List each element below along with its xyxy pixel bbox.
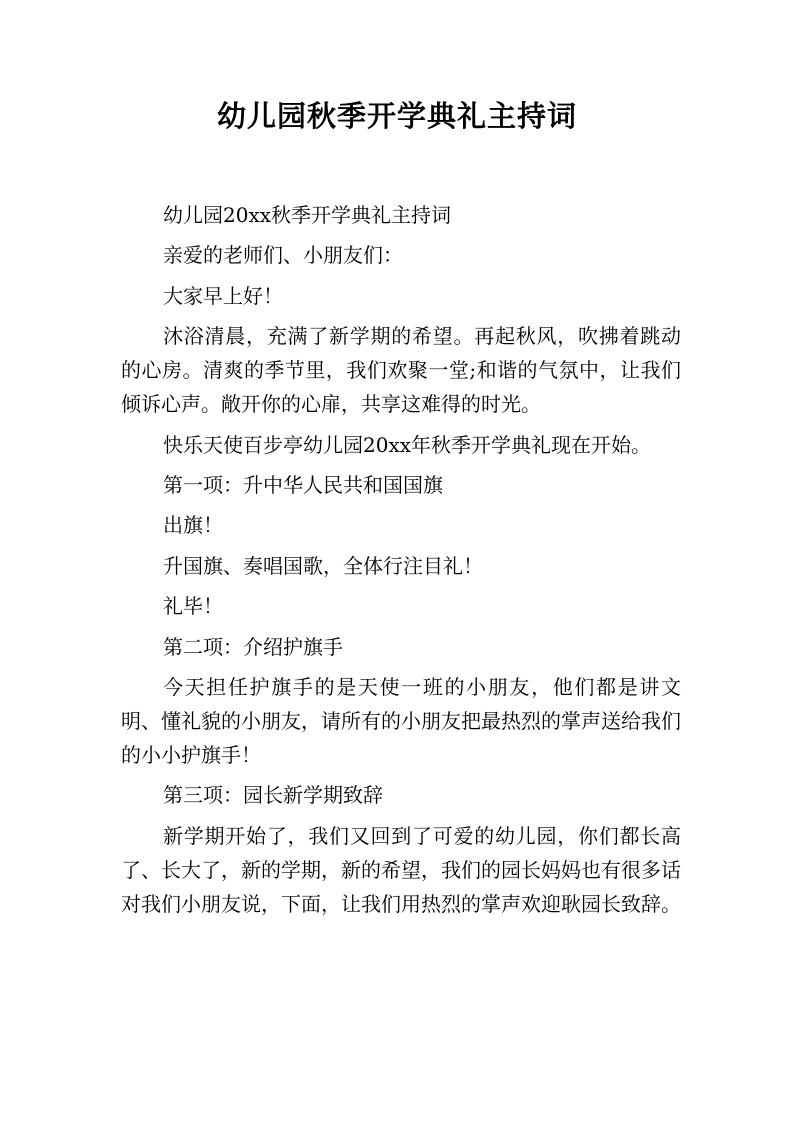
paragraph-item-2: 第二项：介绍护旗手 [163,634,343,659]
paragraph-item-1: 第一项：升中华人民共和国国旗 [163,472,443,497]
paragraph-announcement: 快乐天使百步亭幼儿园20xx年秋季开学典礼现在开始。 [163,432,652,457]
paragraph-salutation: 亲爱的老师们、小朋友们： [163,243,403,268]
paragraph-subtitle: 幼儿园20xx秋季开学典礼主持词 [163,203,452,227]
paragraph-greeting: 大家早上好！ [163,283,283,308]
document-body [121,198,681,927]
document-title: 幼儿园秋季开学典礼主持词 [216,99,577,133]
paragraph-salute-end: 礼毕！ [163,594,223,619]
paragraph-item-3: 第三项：园长新学期致辞 [163,783,383,808]
paragraph-principal: 新学期开始了，我们又回到了可爱的幼儿园，你们都长高了、长大了，新的学期，新的希望，我们的园长妈妈也有很多话对我们小朋友说，下面，让我们用热烈的掌声欢迎耿园长致辞。 [121,823,681,916]
paragraph-opening: 沐浴清晨，充满了新学期的希望。再起秋风，吹拂着跳动的心房。清爽的季节里，我们欢聚一堂;和谐的气氛中，让我们倾诉心声。敞开你的心扉，共享这难得的时光。 [121,324,681,417]
paragraph-anthem: 升国旗、奏唱国歌，全体行注目礼！ [163,553,483,578]
paragraph-flag-out: 出旗！ [163,513,223,538]
paragraph-flag-guards: 今天担任护旗手的是天使一班的小朋友，他们都是讲文明、懂礼貌的小朋友，请所有的小朋友把最热烈的掌声送给我们的小小护旗手！ [121,674,681,767]
